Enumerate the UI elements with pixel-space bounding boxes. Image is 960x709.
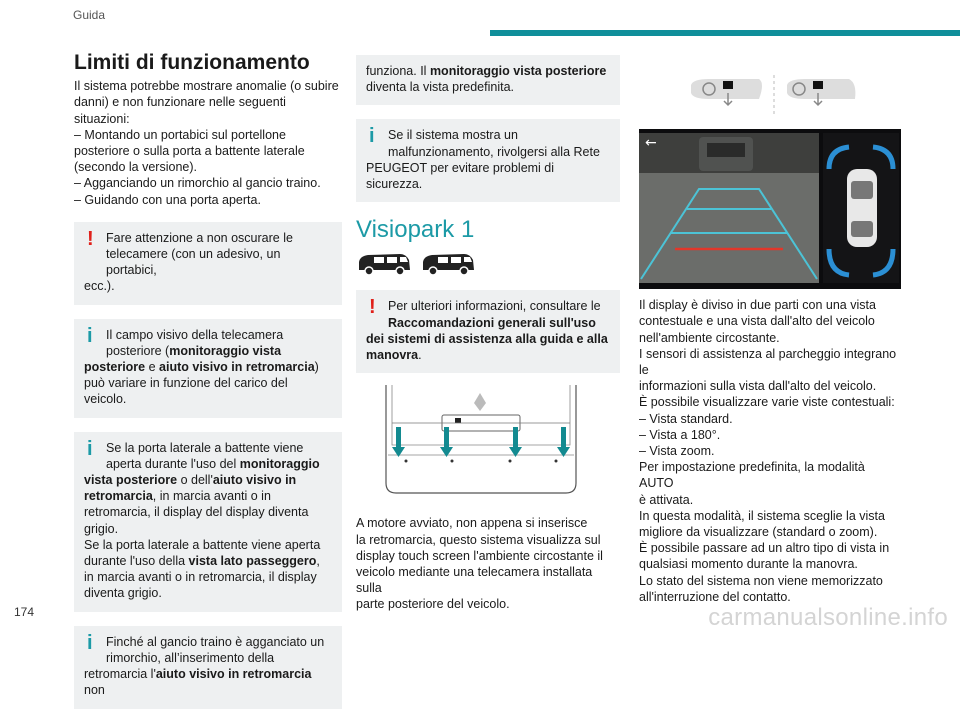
- text-line: A motore avviato, non appena si inserisce: [356, 516, 588, 531]
- text-line: [84, 472, 332, 488]
- text-line: veicolo mediante una telecamera installata sulla: [356, 565, 593, 596]
- warning-icon: !: [87, 227, 94, 250]
- column-2: [356, 55, 620, 613]
- bold-term: retromarcia: [84, 489, 153, 504]
- text-line: migliore da visualizzare (standard o zoom).: [639, 525, 878, 540]
- text-line: [84, 343, 332, 359]
- van-icon: [356, 250, 412, 276]
- van-icon: [420, 250, 476, 276]
- text-line: retromarcia, il display del display diventa: [84, 505, 309, 520]
- bold-term: manovra: [366, 348, 419, 363]
- bold-term: aiuto visivo in retromarcia: [155, 667, 312, 682]
- text-span: funziona. Il: [366, 64, 430, 78]
- column-3: [639, 75, 901, 605]
- text-line: grigio.: [84, 521, 119, 536]
- text-line: [366, 331, 610, 347]
- text-span: retromarcia l': [84, 667, 156, 682]
- text-line: [366, 63, 610, 79]
- back-arrow-icon[interactable]: ←: [645, 135, 657, 152]
- info-note-malfunction: [356, 119, 620, 202]
- text-line: [84, 359, 332, 375]
- text-line: posteriore o sulla porta a battente laterale: [74, 144, 305, 159]
- text-span: , in marcia avanti o in: [152, 489, 271, 504]
- warning-note-recommendations: [356, 290, 620, 373]
- text-line: Se il sistema mostra un: [388, 128, 518, 143]
- text-line: È possibile visualizzare varie viste contestuali:: [639, 395, 895, 410]
- text-line: contestuale e una vista dall'alto del veicolo: [639, 314, 875, 329]
- text-line: rimorchio, all’inserimento della: [106, 650, 275, 665]
- text-line: [84, 488, 332, 504]
- text-line: informazioni sulla vista dall'alto del veicolo.: [639, 379, 877, 394]
- text-span: non: [84, 683, 105, 698]
- text-span: aperta durante l'uso del: [106, 456, 240, 471]
- text-line: Se la porta laterale a battente viene aperta: [84, 537, 321, 552]
- bold-term: posteriore: [84, 360, 146, 375]
- text-line: danni) e non funzionare nelle seguenti situazioni:: [74, 95, 286, 126]
- text-span: posteriore (: [106, 343, 170, 358]
- text-line: – Agganciando un rimorchio al gancio traino.: [74, 176, 321, 191]
- text-line: PEUGEOT per evitare problemi di sicurezza.: [366, 160, 555, 192]
- watermark: carmanualsonline.info: [708, 604, 948, 631]
- text-line: [84, 553, 332, 569]
- display-camera-view: [639, 129, 901, 289]
- text-line: – Guidando con una porta aperta.: [74, 192, 261, 207]
- text-line: (secondo la versione).: [74, 160, 197, 175]
- info-icon: i: [87, 437, 93, 460]
- text-line: ecc.).: [84, 279, 115, 294]
- text-line: Per impostazione predefinita, la modalità AUTO: [639, 460, 865, 491]
- text-line: display touch screen l'ambiente circostante il: [356, 548, 603, 563]
- text-span: ): [314, 360, 319, 375]
- visiopark-display-screenshot: [639, 129, 901, 289]
- text-line: I sensori di assistenza al parcheggio integrano le: [639, 346, 897, 378]
- vehicle-icons-row: [356, 250, 620, 276]
- info-note-field-of-view: [74, 319, 342, 418]
- bold-term: aiuto visivo in: [212, 473, 297, 488]
- text-line: Il display è diviso in due parti con una vista: [639, 298, 876, 313]
- visiopark-body: [356, 515, 620, 612]
- text-line: parte posteriore del veicolo.: [356, 597, 510, 612]
- text-span: e: [145, 360, 160, 375]
- bold-term: vista posteriore: [84, 473, 178, 488]
- text-line: qualsiasi momento durante la manovra.: [639, 557, 858, 572]
- rear-camera-illustration: [382, 385, 580, 497]
- page-number: 174: [14, 605, 35, 619]
- text-line: [84, 666, 332, 698]
- text-line: è attivata.: [639, 492, 694, 507]
- warning-icon: !: [369, 296, 376, 319]
- info-note-trailer: [74, 626, 342, 709]
- text-line: malfunzionamento, rivolgersi alla Rete: [388, 144, 600, 159]
- info-note-trailer-continued: [356, 55, 620, 105]
- bold-term: vista lato passeggero: [188, 554, 317, 569]
- text-line: [366, 315, 610, 331]
- display-description: [639, 297, 901, 605]
- bold-term: dei sistemi di assistenza alla guida e alla: [366, 331, 608, 346]
- text-line: diventa la vista predefinita.: [366, 80, 515, 95]
- text-line: [366, 347, 610, 363]
- bold-term: monitoraggio vista: [169, 343, 282, 358]
- text-line: la retromarcia, questo sistema visualizza sul: [356, 532, 601, 547]
- bold-term: aiuto visivo in retromarcia: [159, 360, 315, 375]
- text-line: – Vista a 180°.: [639, 427, 721, 442]
- text-line: Il campo visivo della telecamera: [106, 327, 284, 342]
- text-line: – Montando un portabici sul portellone: [74, 127, 286, 142]
- text-line: [84, 456, 332, 472]
- text-line: Fare attenzione a non oscurare le: [106, 230, 293, 245]
- text-span: ,: [316, 554, 320, 569]
- section-title-visiopark: Visiopark 1: [356, 216, 475, 244]
- text-line: nell'ambiente circostante.: [639, 330, 780, 345]
- text-line: Il sistema potrebbe mostrare anomalie (o subire: [74, 79, 339, 94]
- warning-note-camera: [74, 222, 342, 305]
- column-1: [74, 51, 342, 709]
- text-line: È possibile passare ad un altro tipo di vista in: [639, 541, 890, 556]
- camera-views-illustration: [689, 75, 859, 115]
- text-line: Per ulteriori informazioni, consultare le: [388, 299, 601, 314]
- intro-paragraph: [74, 78, 342, 208]
- text-line: diventa grigio.: [84, 586, 162, 601]
- text-span: durante l'uso della: [84, 554, 189, 569]
- header-title: Guida: [73, 8, 106, 22]
- text-line: In questa modalità, il sistema sceglie la vista: [639, 508, 885, 523]
- info-icon: i: [369, 125, 375, 148]
- text-line: telecamere (con un adesivo, un portabici,: [106, 247, 281, 278]
- info-icon: i: [87, 631, 93, 654]
- text-span: .: [418, 348, 422, 363]
- info-icon: i: [87, 324, 93, 347]
- bold-term: Raccomandazioni generali sull'uso: [388, 315, 596, 330]
- text-line: – Vista zoom.: [639, 444, 715, 459]
- section-title-limits: Limiti di funzionamento: [74, 51, 310, 74]
- bold-term: monitoraggio: [239, 456, 320, 471]
- text-line: all'interruzione del contatto.: [639, 589, 791, 604]
- text-span: o dell': [177, 473, 213, 488]
- text-line: in marcia avanti o in retromarcia, il display: [84, 570, 317, 585]
- bold-term: monitoraggio vista posteriore: [429, 64, 607, 78]
- text-line: Se la porta laterale a battente viene: [106, 440, 304, 455]
- text-line: Lo stato del sistema non viene memorizzato: [639, 573, 883, 588]
- header-accent-bar: [490, 30, 960, 36]
- text-line: può variare in funzione del carico del veicolo.: [84, 376, 288, 407]
- info-note-side-door: [74, 432, 342, 612]
- text-line: – Vista standard.: [639, 411, 733, 426]
- text-line: Finché al gancio traino è agganciato un: [106, 634, 325, 649]
